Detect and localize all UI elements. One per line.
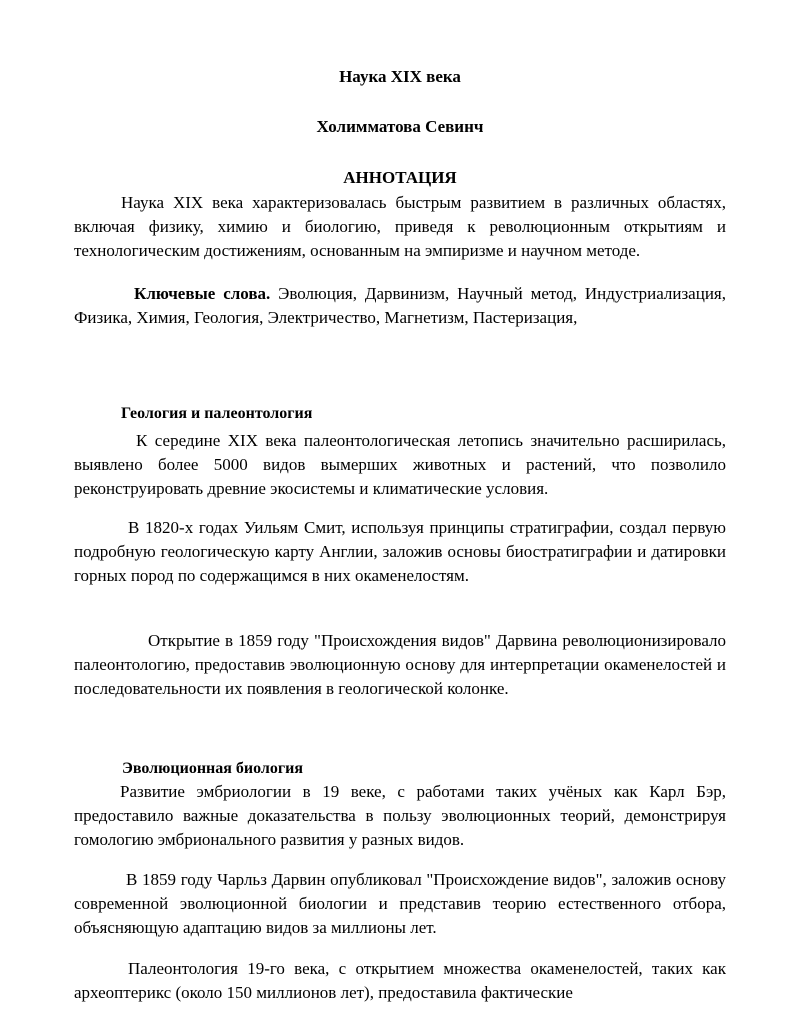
geology-paragraph-1: К середине XIX века палеонтологическая летопись значительно расширилась, выявлено более 5000 видов вымерших животных и растений, что позволило реконструировать древние экосистемы и климатические условия.	[74, 431, 726, 499]
keywords-paragraph	[74, 282, 726, 330]
geology-paragraph-3: Открытие в 1859 году "Происхождения видов" Дарвина революционизировало палеонтологию, предоставив эволюционную основу для интерпретации окаменелостей и последовательности их появления в геологической колонке.	[74, 631, 726, 699]
geology-paragraph-2: В 1820-х годах Уильям Смит, используя принципы стратиграфии, создал первую подробную геологическую карту Англии, заложив основы биостратиграфии и датировки горных пород по содержащимся в них окаменелостям.	[74, 518, 726, 586]
section-heading-evolution: Эволюционная биология	[122, 760, 304, 777]
keywords-list: Эволюция, Дарвинизм, Научный метод, Индустриализация, Физика, Химия, Геология, Электричество, Магнетизм, Пастеризация,	[74, 284, 726, 328]
section-heading-geology: Геология и палеонтология	[121, 405, 313, 422]
evolution-paragraph-1: Развитие эмбриологии в 19 веке, с работами таких учёных как Карл Бэр, предоставило важные доказательства в пользу эволюционных теорий, демонстрируя гомологию эмбрионального развития у разных видов.	[74, 782, 726, 850]
document-title: Наука XIX века	[339, 67, 461, 86]
document-author: Холимматова Севинч	[316, 117, 484, 136]
annotation-paragraph: Наука XIX века характеризовалась быстрым развитием в различных областях, включая физику, химию и биологию, приведя к революционным открытиям и технологическим достижениям, основанным на эмпиризме и научном методе.	[74, 193, 726, 261]
evolution-paragraph-2: В 1859 году Чарльз Дарвин опубликовал "Происхождение видов", заложив основу современной эволюционной биологии и представив теорию естественного отбора, объясняющую адаптацию видов за миллионы лет.	[74, 870, 726, 938]
evolution-paragraph-3: Палеонтология 19-го века, с открытием множества окаменелостей, таких как археоптерикс (около 150 миллионов лет), предоставила фактические	[74, 959, 726, 1003]
annotation-heading: АННОТАЦИЯ	[343, 168, 457, 187]
keywords-label: Ключевые слова.	[134, 284, 271, 303]
